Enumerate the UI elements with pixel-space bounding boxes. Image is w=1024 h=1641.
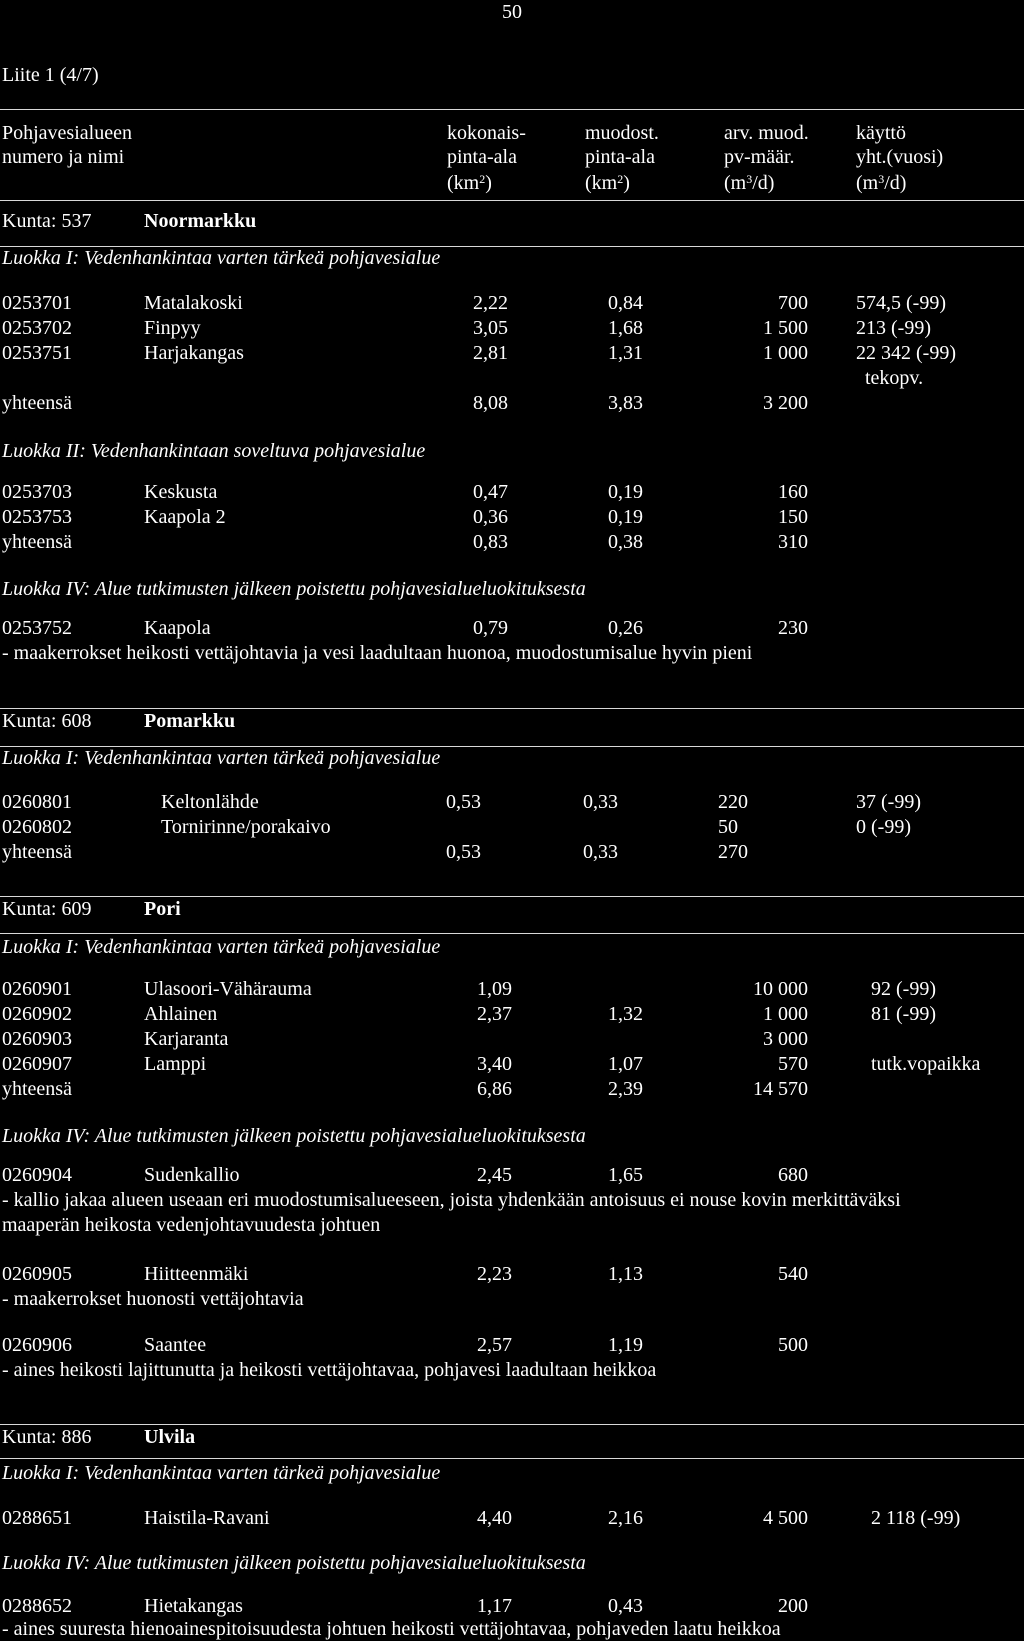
usage: tutk.vopaikka xyxy=(871,1053,981,1075)
area-id: 0260802 xyxy=(2,816,72,838)
estimated-yield: 1 000 xyxy=(763,342,808,364)
class-heading: Luokka IV: Alue tutkimusten jälkeen poistettu pohjavesialueluokituksesta xyxy=(2,578,586,600)
area-id: 0260904 xyxy=(2,1164,72,1186)
formation-area: 0,19 xyxy=(608,506,643,528)
area-note: - maakerrokset huonosti vettäjohtavia xyxy=(2,1288,304,1310)
formation-area: 0,19 xyxy=(608,481,643,503)
area-id: 0260906 xyxy=(2,1334,72,1356)
formation-area: 2,16 xyxy=(608,1507,643,1529)
total-area: 2,45 xyxy=(477,1164,512,1186)
usage: 213 (-99) xyxy=(856,317,931,339)
formation-area: 0,84 xyxy=(608,292,643,314)
total-area: 3,05 xyxy=(473,317,508,339)
area-name: Haistila-Ravani xyxy=(144,1507,270,1529)
usage: 81 (-99) xyxy=(871,1003,936,1025)
area-name: Lamppi xyxy=(144,1053,207,1075)
estimated-yield: 1 500 xyxy=(763,317,808,339)
formation-area: 1,07 xyxy=(608,1053,643,1075)
estimated-yield: 230 xyxy=(778,617,808,639)
header-col3-unit: $(km^2)$ xyxy=(585,172,630,194)
header-col2-line2: pinta-ala xyxy=(447,146,517,168)
area-note: - maakerrokset heikosti vettäjohtavia ja vesi laadultaan huonoa, muodostumisalue hyvin pieni xyxy=(2,642,753,664)
municipality-name: Ulvila xyxy=(144,1426,196,1448)
class-heading: Luokka I: Vedenhankintaa varten tärkeä pohjavesialue xyxy=(2,247,441,269)
area-id: 0260907 xyxy=(2,1053,72,1075)
area-name: Hiitteenmäki xyxy=(144,1263,249,1285)
usage: 92 (-99) xyxy=(871,978,936,1000)
page-number: 50 xyxy=(502,1,522,23)
total-area: 0,83 xyxy=(473,531,508,553)
total-area: 2,81 xyxy=(473,342,508,364)
total-area: 2,57 xyxy=(477,1334,512,1356)
estimated-yield: 500 xyxy=(778,1334,808,1356)
area-name: Finpyy xyxy=(144,317,201,339)
area-name: Keltonlähde xyxy=(161,791,259,813)
appendix-label: Liite 1 (4/7) xyxy=(2,64,99,86)
total-label: yhteensä xyxy=(2,841,72,863)
header-col3-line2: pinta-ala xyxy=(585,146,655,168)
header-col5-unit: $(m^3/d)$ xyxy=(856,172,907,194)
estimated-yield: 150 xyxy=(778,506,808,528)
estimated-yield: 540 xyxy=(778,1263,808,1285)
usage: 0 (-99) xyxy=(856,816,911,838)
total-label: yhteensä xyxy=(2,1078,72,1100)
area-id: 0260902 xyxy=(2,1003,72,1025)
total-area: 3,40 xyxy=(477,1053,512,1075)
area-name: Kaapola 2 xyxy=(144,506,226,528)
municipality-code: Kunta: 609 xyxy=(2,898,92,920)
area-name: Hietakangas xyxy=(144,1595,243,1617)
area-id: 0260901 xyxy=(2,978,72,1000)
total-label: yhteensä xyxy=(2,531,72,553)
area-id: 0288652 xyxy=(2,1595,72,1617)
municipality-code: Kunta: 537 xyxy=(2,210,92,232)
total-area: 4,40 xyxy=(477,1507,512,1529)
total-area: 2,37 xyxy=(477,1003,512,1025)
header-col3-line1: muodost. xyxy=(585,122,659,144)
total-area: 0,53 xyxy=(446,791,481,813)
area-id: 0253703 xyxy=(2,481,72,503)
estimated-yield: 200 xyxy=(778,1595,808,1617)
divider xyxy=(0,200,1024,201)
header-col2-unit: $(km^2)$ xyxy=(447,172,492,194)
formation-area: 0,26 xyxy=(608,617,643,639)
area-note: - aines suuresta hienoainespitoisuudesta johtuen heikosti vettäjohtavaa, pohjaveden laatu heikkoa xyxy=(2,1618,781,1640)
estimated-yield: 14 570 xyxy=(753,1078,808,1100)
total-area: 0,47 xyxy=(473,481,508,503)
total-area: 0,79 xyxy=(473,617,508,639)
header-col5-line1: käyttö xyxy=(856,122,906,144)
divider xyxy=(0,933,1024,934)
header-col1-line1: Pohjavesialueen xyxy=(2,122,132,144)
divider xyxy=(0,1458,1024,1459)
formation-area: 1,32 xyxy=(608,1003,643,1025)
header-col4-line2: pv-määr. xyxy=(724,146,795,168)
estimated-yield: 680 xyxy=(778,1164,808,1186)
class-heading: Luokka I: Vedenhankintaa varten tärkeä pohjavesialue xyxy=(2,747,441,769)
formation-area: 3,83 xyxy=(608,392,643,414)
area-id: 0260903 xyxy=(2,1028,72,1050)
class-heading: Luokka IV: Alue tutkimusten jälkeen poistettu pohjavesialueluokituksesta xyxy=(2,1552,586,1574)
area-name: Saantee xyxy=(144,1334,207,1356)
area-note: maaperän heikosta vedenjohtavuudesta johtuen xyxy=(2,1214,381,1236)
usage: 37 (-99) xyxy=(856,791,921,813)
estimated-yield: 700 xyxy=(778,292,808,314)
formation-area: 1,31 xyxy=(608,342,643,364)
header-col2-line1: kokonais- xyxy=(447,122,526,144)
formation-area: 1,19 xyxy=(608,1334,643,1356)
estimated-yield: 270 xyxy=(718,841,748,863)
total-area: 2,23 xyxy=(477,1263,512,1285)
class-heading: Luokka II: Vedenhankintaan soveltuva pohjavesialue xyxy=(2,440,426,462)
municipality-name: Pori xyxy=(144,898,181,920)
total-area: 2,22 xyxy=(473,292,508,314)
header-col1-line2: numero ja nimi xyxy=(2,146,125,168)
divider xyxy=(0,109,1024,110)
area-name: Ahlainen xyxy=(144,1003,218,1025)
class-heading: Luokka I: Vedenhankintaa varten tärkeä pohjavesialue xyxy=(2,936,441,958)
formation-area: 0,43 xyxy=(608,1595,643,1617)
total-area: 1,09 xyxy=(477,978,512,1000)
total-area: 0,36 xyxy=(473,506,508,528)
estimated-yield: 1 000 xyxy=(763,1003,808,1025)
estimated-yield: 3 200 xyxy=(763,392,808,414)
header-col4-line1: arv. muod. xyxy=(724,122,809,144)
area-id: 0260905 xyxy=(2,1263,72,1285)
formation-area: 1,65 xyxy=(608,1164,643,1186)
formation-area: 0,38 xyxy=(608,531,643,553)
estimated-yield: 4 500 xyxy=(763,1507,808,1529)
estimated-yield: 570 xyxy=(778,1053,808,1075)
municipality-name: Noormarkku xyxy=(144,210,257,232)
area-id: 0253753 xyxy=(2,506,72,528)
estimated-yield: 160 xyxy=(778,481,808,503)
area-name: Tornirinne/porakaivo xyxy=(161,816,331,838)
usage-note: tekopv. xyxy=(865,367,924,389)
estimated-yield: 310 xyxy=(778,531,808,553)
area-name: Sudenkallio xyxy=(144,1164,240,1186)
class-heading: Luokka I: Vedenhankintaa varten tärkeä pohjavesialue xyxy=(2,1462,441,1484)
usage: 574,5 (-99) xyxy=(856,292,946,314)
formation-area: 1,68 xyxy=(608,317,643,339)
estimated-yield: 10 000 xyxy=(753,978,808,1000)
estimated-yield: 3 000 xyxy=(763,1028,808,1050)
header-col4-unit: $(m^3/d)$ xyxy=(724,172,775,194)
municipality-name: Pomarkku xyxy=(144,710,236,732)
estimated-yield: 220 xyxy=(718,791,748,813)
municipality-code: Kunta: 886 xyxy=(2,1426,92,1448)
area-name: Harjakangas xyxy=(144,342,244,364)
total-area: 6,86 xyxy=(477,1078,512,1100)
usage: 22 342 (-99) xyxy=(856,342,956,364)
usage: 2 118 (-99) xyxy=(871,1507,961,1529)
area-name: Kaapola xyxy=(144,617,211,639)
area-note: - aines heikosti lajittunutta ja heikosti vettäjohtavaa, pohjavesi laadultaan heikkoa xyxy=(2,1359,657,1381)
area-name: Keskusta xyxy=(144,481,218,503)
total-area: 0,53 xyxy=(446,841,481,863)
area-id: 0253702 xyxy=(2,317,72,339)
formation-area: 0,33 xyxy=(583,791,618,813)
formation-area: 0,33 xyxy=(583,841,618,863)
area-name: Karjaranta xyxy=(144,1028,229,1050)
class-heading: Luokka IV: Alue tutkimusten jälkeen poistettu pohjavesialueluokituksesta xyxy=(2,1125,586,1147)
area-note: - kallio jakaa alueen useaan eri muodostumisalueeseen, joista yhdenkään antoisuus ei nouse kovin merkittäväksi xyxy=(2,1189,901,1211)
area-name: Ulasoori-Vähärauma xyxy=(144,978,312,1000)
area-id: 0253752 xyxy=(2,617,72,639)
area-id: 0253701 xyxy=(2,292,72,314)
area-name: Matalakoski xyxy=(144,292,243,314)
formation-area: 1,13 xyxy=(608,1263,643,1285)
total-area: 1,17 xyxy=(477,1595,512,1617)
total-label: yhteensä xyxy=(2,392,72,414)
total-area: 8,08 xyxy=(473,392,508,414)
header-col5-line2: yht.(vuosi) xyxy=(856,146,944,168)
area-id: 0253751 xyxy=(2,342,72,364)
estimated-yield: 50 xyxy=(718,816,738,838)
area-id: 0260801 xyxy=(2,791,72,813)
area-id: 0288651 xyxy=(2,1507,72,1529)
municipality-code: Kunta: 608 xyxy=(2,710,92,732)
formation-area: 2,39 xyxy=(608,1078,643,1100)
